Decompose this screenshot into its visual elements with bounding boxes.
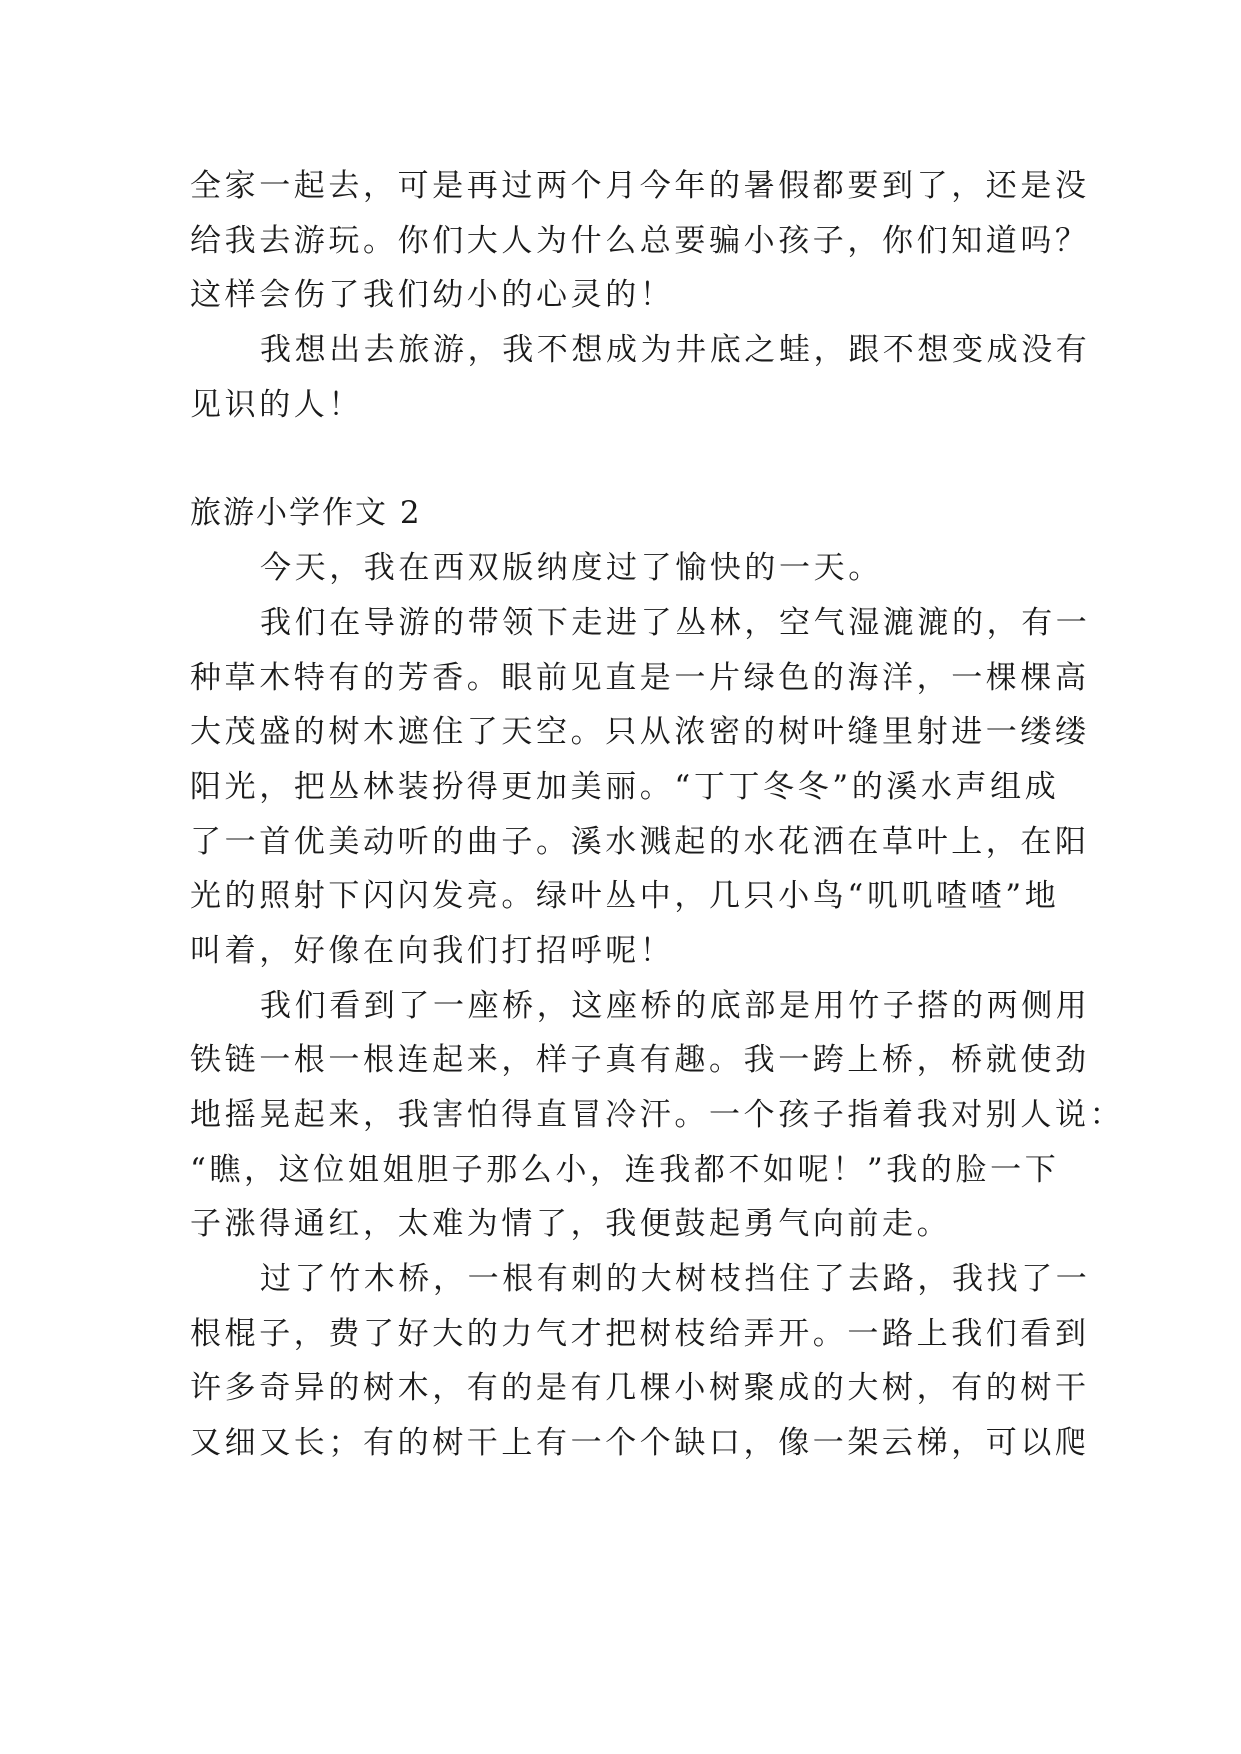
paragraph-continued: [190, 159, 1090, 323]
text-line: 给我去游玩。你们大人为什么总要骗小孩子，你们知道吗？: [190, 222, 1090, 259]
text-line: 全家一起去，可是再过两个月今年的暑假都要到了，还是没: [190, 168, 1090, 204]
text-line: 我们在导游的带领下走进了丛林，空气湿漉漉的，有一: [260, 604, 1091, 641]
text-line: 许多奇异的树木，有的是有几棵小树聚成的大树，有的树干: [190, 1370, 1090, 1407]
text-line: 铁链一根一根连起来，样子真有趣。我一跨上桥，桥就使劲: [190, 1042, 1090, 1079]
paragraph-jungle: [190, 596, 1091, 979]
paragraph-trees: [190, 1252, 1091, 1471]
text-line: 光的照射下闪闪发亮。绿叶丛中，几只小鸟“叽叽喳喳”地: [190, 878, 1060, 915]
text-line: 阳光，把丛林装扮得更加美丽。“丁丁冬冬”的溪水声组成: [190, 768, 1060, 805]
paragraph-intro: [190, 541, 1070, 596]
text-line: 我们看到了一座桥，这座桥的底部是用竹子搭的两侧用: [260, 987, 1091, 1024]
text-line: 了一首优美动听的曲子。溪水溅起的水花洒在草叶上，在阳: [190, 823, 1090, 860]
text-line: 叫着，好像在向我们打招呼呢！: [190, 932, 675, 969]
paragraph-bridge: [190, 979, 1125, 1252]
essay-title: 旅游小学作文 2: [190, 495, 422, 532]
document-body: [190, 159, 1125, 1471]
section-spacer: [190, 432, 1070, 486]
text-line: 种草木特有的芳香。眼前见直是一片绿色的海洋，一棵棵高: [190, 659, 1090, 696]
text-line: “瞧，这位姐姐胆子那么小，连我都不如呢！”我的脸一下: [190, 1151, 1060, 1188]
text-line: 根棍子，费了好大的力气才把树枝给弄开。一路上我们看到: [190, 1315, 1090, 1352]
text-line: 子涨得通红，太难为情了，我便鼓起勇气向前走。: [190, 1206, 952, 1243]
text-line: 见识的人！: [190, 386, 363, 423]
paragraph-wish: [190, 323, 1091, 432]
text-line: 这样会伤了我们幼小的心灵的！: [190, 277, 675, 314]
text-line: 我想出去旅游，我不想成为井底之蛙，跟不想变成没有: [260, 332, 1091, 369]
text-line: 过了竹木桥，一根有刺的大树枝挡住了去路，我找了一: [260, 1261, 1091, 1298]
text-line: 今天，我在西双版纳度过了愉快的一天。: [260, 550, 883, 587]
text-line: 大茂盛的树木遮住了天空。只从浓密的树叶缝里射进一缕缕: [190, 714, 1090, 751]
text-line: 又细又长；有的树干上有一个个缺口，像一架云梯，可以爬: [190, 1425, 1090, 1462]
text-line: 地摇晃起来，我害怕得直冒冷汗。一个孩子指着我对别人说：: [190, 1097, 1125, 1133]
